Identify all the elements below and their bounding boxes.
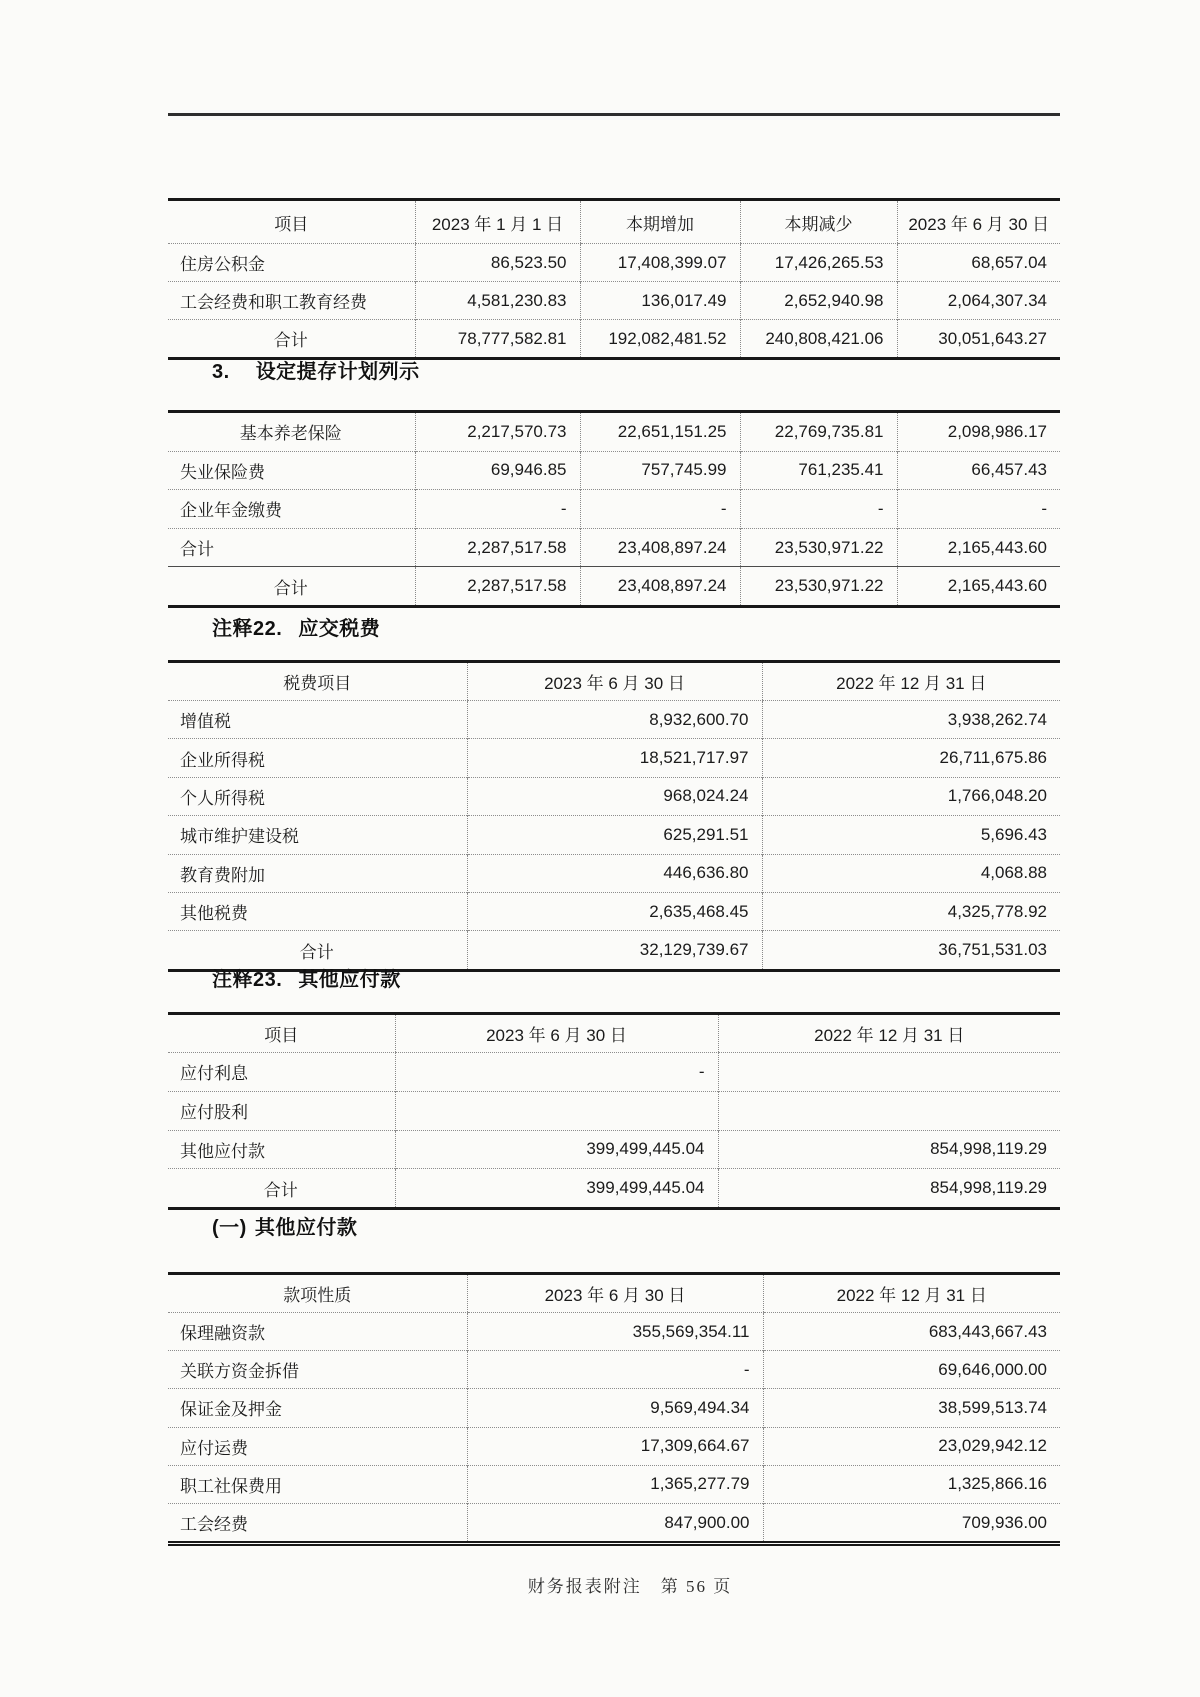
value-cell: 4,581,230.83 bbox=[415, 282, 580, 320]
value-cell: 9,569,494.34 bbox=[467, 1389, 763, 1427]
table-row bbox=[168, 1169, 1060, 1209]
value-cell: 5,696.43 bbox=[762, 816, 1060, 854]
row-label: 合计 bbox=[168, 567, 415, 607]
value-cell: 847,900.00 bbox=[467, 1503, 763, 1543]
table-row bbox=[168, 701, 1060, 739]
row-label: 关联方资金拆借 bbox=[168, 1351, 467, 1389]
row-label: 企业所得税 bbox=[168, 739, 467, 777]
row-label: 合计 bbox=[168, 320, 415, 359]
table-row bbox=[168, 1503, 1060, 1543]
value-cell: 399,499,445.04 bbox=[395, 1169, 718, 1209]
value-cell: 17,408,399.07 bbox=[580, 244, 740, 282]
value-cell: 1,325,866.16 bbox=[763, 1465, 1060, 1503]
row-label: 保理融资款 bbox=[180, 1324, 265, 1344]
value-cell: 22,769,735.81 bbox=[740, 412, 897, 452]
table-row bbox=[168, 412, 1060, 452]
value-cell: 2,217,570.73 bbox=[415, 412, 580, 452]
row-label: 其他税费 bbox=[168, 892, 467, 930]
value-cell: 18,521,717.97 bbox=[467, 739, 762, 777]
value-cell: 2,165,443.60 bbox=[897, 528, 1060, 567]
row-label: 城市维护建设税 bbox=[168, 816, 467, 854]
value-cell: 2,165,443.60 bbox=[897, 567, 1060, 607]
value-cell bbox=[718, 1091, 1060, 1130]
table-row bbox=[168, 244, 1060, 282]
table-row bbox=[168, 1130, 1060, 1169]
value-cell: 192,082,481.52 bbox=[580, 320, 740, 359]
column-header: 2023 年 6 月 30 日 bbox=[897, 200, 1060, 244]
table-row bbox=[168, 282, 1060, 320]
table-defined-contribution-plan bbox=[168, 410, 1060, 608]
value-cell: 23,530,971.22 bbox=[740, 567, 897, 607]
section-heading-note22-taxes-payable bbox=[212, 619, 380, 639]
page-header-rule bbox=[168, 113, 1060, 116]
table-row bbox=[168, 816, 1060, 854]
column-header: 2023 年 6 月 30 日 bbox=[395, 1014, 718, 1053]
section-heading-note23-other-payables bbox=[212, 970, 401, 990]
value-cell: 757,745.99 bbox=[580, 451, 740, 490]
value-cell: 2,287,517.58 bbox=[415, 567, 580, 607]
column-header: 本期增加 bbox=[580, 200, 740, 244]
row-label: 合计 bbox=[168, 931, 467, 970]
table-other-payables bbox=[168, 1012, 1060, 1210]
value-cell: 26,711,675.86 bbox=[762, 739, 1060, 777]
row-label: 应付股利 bbox=[168, 1091, 395, 1130]
value-cell: 968,024.24 bbox=[467, 777, 762, 815]
row-label: 应付利息 bbox=[180, 1064, 248, 1084]
table-row bbox=[168, 777, 1060, 815]
row-label: 保证金及押金 bbox=[168, 1389, 467, 1427]
value-cell: 86,523.50 bbox=[415, 244, 580, 282]
value-cell: 8,932,600.70 bbox=[467, 701, 762, 739]
value-cell: 854,998,119.29 bbox=[718, 1130, 1060, 1169]
table-row bbox=[168, 1465, 1060, 1503]
subsection-heading-other-payables-detail bbox=[212, 1218, 357, 1238]
table-row bbox=[168, 567, 1060, 607]
table-row bbox=[168, 739, 1060, 777]
heading-title: 其他应付款 bbox=[298, 969, 401, 991]
column-header: 项目 bbox=[168, 1014, 395, 1053]
row-label: 合计 bbox=[168, 1169, 395, 1209]
value-cell: - bbox=[415, 490, 580, 529]
heading-title: 设定提存计划列示 bbox=[255, 361, 420, 383]
table-row bbox=[168, 528, 1060, 567]
header-row bbox=[168, 662, 1060, 701]
value-cell: 22,651,151.25 bbox=[580, 412, 740, 452]
value-cell: 136,017.49 bbox=[580, 282, 740, 320]
value-cell: 78,777,582.81 bbox=[415, 320, 580, 359]
table-row bbox=[168, 1313, 1060, 1351]
heading-number: (一) bbox=[212, 1217, 247, 1239]
heading-number: 3. bbox=[212, 361, 230, 383]
column-header: 2023 年 1 月 1 日 bbox=[415, 200, 580, 244]
column-header: 税费项目 bbox=[168, 662, 467, 701]
row-label: 职工社保费用 bbox=[168, 1465, 467, 1503]
value-cell: - bbox=[395, 1053, 718, 1092]
table-employee-benefits bbox=[168, 198, 1060, 360]
value-cell: 683,443,667.43 bbox=[763, 1313, 1060, 1351]
value-cell: 4,068.88 bbox=[762, 854, 1060, 892]
table-taxes-payable bbox=[168, 660, 1060, 972]
table-row bbox=[168, 320, 1060, 359]
column-header: 2022 年 12 月 31 日 bbox=[762, 662, 1060, 701]
value-cell: 2,098,986.17 bbox=[897, 412, 1060, 452]
value-cell: 69,946.85 bbox=[415, 451, 580, 490]
value-cell: 23,408,897.24 bbox=[580, 567, 740, 607]
value-cell: - bbox=[467, 1351, 763, 1389]
value-cell: 2,652,940.98 bbox=[740, 282, 897, 320]
value-cell: 38,599,513.74 bbox=[763, 1389, 1060, 1427]
value-cell: 1,365,277.79 bbox=[467, 1465, 763, 1503]
section-heading-defined-contribution bbox=[212, 362, 420, 382]
table-row bbox=[168, 854, 1060, 892]
column-header: 本期减少 bbox=[740, 200, 897, 244]
table-row bbox=[168, 931, 1060, 970]
value-cell: 761,235.41 bbox=[740, 451, 897, 490]
table-row bbox=[168, 490, 1060, 529]
column-header: 2022 年 12 月 31 日 bbox=[763, 1274, 1060, 1313]
page-footer: 财务报表附注 第 56 页 bbox=[527, 1577, 733, 1596]
value-cell: - bbox=[897, 490, 1060, 529]
table-row bbox=[168, 1053, 1060, 1092]
heading-title: 其他应付款 bbox=[254, 1217, 358, 1239]
value-cell: 1,766,048.20 bbox=[762, 777, 1060, 815]
value-cell: 23,408,897.24 bbox=[580, 528, 740, 567]
table-row bbox=[168, 1427, 1060, 1465]
value-cell: 240,808,421.06 bbox=[740, 320, 897, 359]
value-cell: 4,325,778.92 bbox=[762, 892, 1060, 930]
value-cell: 446,636.80 bbox=[467, 854, 762, 892]
table-row bbox=[168, 892, 1060, 930]
value-cell: 355,569,354.11 bbox=[467, 1313, 763, 1351]
value-cell bbox=[395, 1091, 718, 1130]
row-label: 应付运费 bbox=[168, 1427, 467, 1465]
row-label: 教育费附加 bbox=[168, 854, 467, 892]
table-row bbox=[168, 1091, 1060, 1130]
value-cell: 17,309,664.67 bbox=[467, 1427, 763, 1465]
column-header: 2023 年 6 月 30 日 bbox=[467, 662, 762, 701]
value-cell: 66,457.43 bbox=[897, 451, 1060, 490]
value-cell bbox=[718, 1053, 1060, 1092]
value-cell: 68,657.04 bbox=[897, 244, 1060, 282]
value-cell: 30,051,643.27 bbox=[897, 320, 1060, 359]
header-row bbox=[168, 200, 1060, 244]
row-label: 企业年金缴费 bbox=[168, 490, 415, 529]
value-cell: 399,499,445.04 bbox=[395, 1130, 718, 1169]
column-header: 2022 年 12 月 31 日 bbox=[718, 1014, 1060, 1053]
value-cell: 23,029,942.12 bbox=[763, 1427, 1060, 1465]
heading-number: 注释22. bbox=[212, 618, 283, 640]
heading-title: 应交税费 bbox=[298, 618, 381, 640]
row-label: 工会经费和职工教育经费 bbox=[168, 282, 415, 320]
value-cell: 854,998,119.29 bbox=[718, 1169, 1060, 1209]
header-row bbox=[168, 1014, 1060, 1053]
table-other-payables-by-nature bbox=[168, 1272, 1060, 1546]
value-cell: 2,287,517.58 bbox=[415, 528, 580, 567]
heading-number: 注释23. bbox=[212, 969, 283, 991]
table-row bbox=[168, 1389, 1060, 1427]
table-row bbox=[168, 451, 1060, 490]
value-cell: 36,751,531.03 bbox=[762, 931, 1060, 970]
value-cell: 625,291.51 bbox=[467, 816, 762, 854]
row-label: 基本养老保险 bbox=[239, 424, 342, 444]
column-header: 项目 bbox=[168, 200, 415, 244]
row-label: 其他应付款 bbox=[168, 1130, 395, 1169]
row-label: 合计 bbox=[168, 528, 415, 567]
column-header: 2023 年 6 月 30 日 bbox=[467, 1274, 763, 1313]
table-row bbox=[168, 1351, 1060, 1389]
value-cell: 709,936.00 bbox=[763, 1503, 1060, 1543]
value-cell: - bbox=[740, 490, 897, 529]
value-cell: 3,938,262.74 bbox=[762, 701, 1060, 739]
row-label: 住房公积金 bbox=[180, 255, 265, 274]
row-label: 失业保险费 bbox=[168, 451, 415, 490]
value-cell: 17,426,265.53 bbox=[740, 244, 897, 282]
header-row bbox=[168, 1274, 1060, 1313]
row-label: 个人所得税 bbox=[168, 777, 467, 815]
value-cell: 23,530,971.22 bbox=[740, 528, 897, 567]
value-cell: 2,635,468.45 bbox=[467, 892, 762, 930]
column-header: 款项性质 bbox=[168, 1274, 467, 1313]
value-cell: 2,064,307.34 bbox=[897, 282, 1060, 320]
row-label: 工会经费 bbox=[168, 1503, 467, 1543]
row-label: 增值税 bbox=[180, 712, 231, 732]
value-cell: 32,129,739.67 bbox=[467, 931, 762, 970]
value-cell: - bbox=[580, 490, 740, 529]
value-cell: 69,646,000.00 bbox=[763, 1351, 1060, 1389]
